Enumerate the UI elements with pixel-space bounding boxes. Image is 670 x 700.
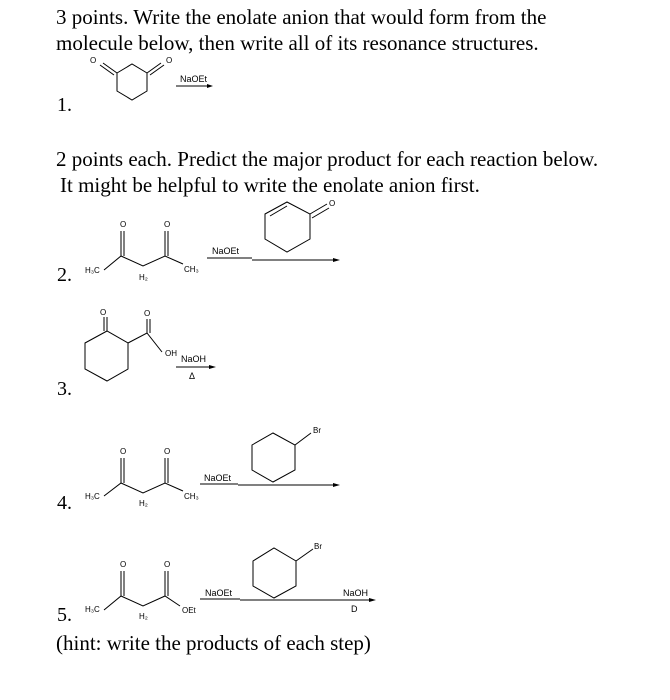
methylene-label: H₂: [139, 612, 148, 621]
problem-1-reagent: NaOEt: [180, 74, 208, 84]
oxygen-label: O: [329, 199, 336, 208]
hint-text: (hint: write the products of each step): [56, 631, 371, 655]
problem-3-number: 3.: [57, 378, 72, 400]
methyl-label: CH₃: [184, 265, 199, 274]
problem-5-number: 5.: [57, 604, 72, 626]
section2-line2: It might be helpful to write the enolate anion first.: [60, 173, 480, 197]
problem-3-condition: Δ: [189, 371, 196, 381]
bromine-label: Br: [313, 426, 321, 435]
problem-3-reagent: NaOH: [181, 354, 207, 364]
oxygen-label: O: [90, 56, 97, 65]
methyl-label: H₃C: [85, 605, 100, 614]
oxygen-label: O: [120, 447, 127, 456]
problem-5-condition: D: [351, 604, 358, 614]
problem-5-reagent-2: NaOH: [343, 588, 369, 598]
methyl-label: H₃C: [85, 492, 100, 501]
bromine-label: Br: [314, 542, 322, 551]
problem-5-reagent-1: NaOEt: [205, 588, 233, 598]
oxygen-label: O: [164, 220, 171, 229]
section1-line2: molecule below, then write all of its resonance structures.: [56, 31, 539, 55]
methylene-label: H₂: [139, 273, 148, 282]
methyl-label: H₃C: [85, 266, 100, 275]
problem-2-reagent: NaOEt: [212, 246, 240, 256]
section2-line1: 2 points each. Predict the major product for each reaction below.: [56, 147, 599, 171]
methyl-label: CH₃: [184, 492, 199, 501]
oxygen-label: O: [164, 447, 171, 456]
problem-4-number: 4.: [57, 492, 72, 514]
oxygen-label: O: [164, 560, 171, 569]
problem-4-reagent: NaOEt: [204, 473, 232, 483]
ethoxy-label: OEt: [182, 606, 196, 615]
problem-2-number: 2.: [57, 264, 72, 286]
oxygen-label: O: [120, 560, 127, 569]
section1-line1: 3 points. Write the enolate anion that would form from the: [56, 5, 547, 29]
problem-1-number: 1.: [57, 94, 72, 116]
oxygen-label: O: [120, 220, 127, 229]
oxygen-label: O: [166, 56, 173, 65]
oxygen-label: O: [144, 309, 151, 318]
hydroxyl-label: OH: [165, 349, 177, 358]
oxygen-label: O: [100, 308, 107, 317]
methylene-label: H₂: [139, 499, 148, 508]
